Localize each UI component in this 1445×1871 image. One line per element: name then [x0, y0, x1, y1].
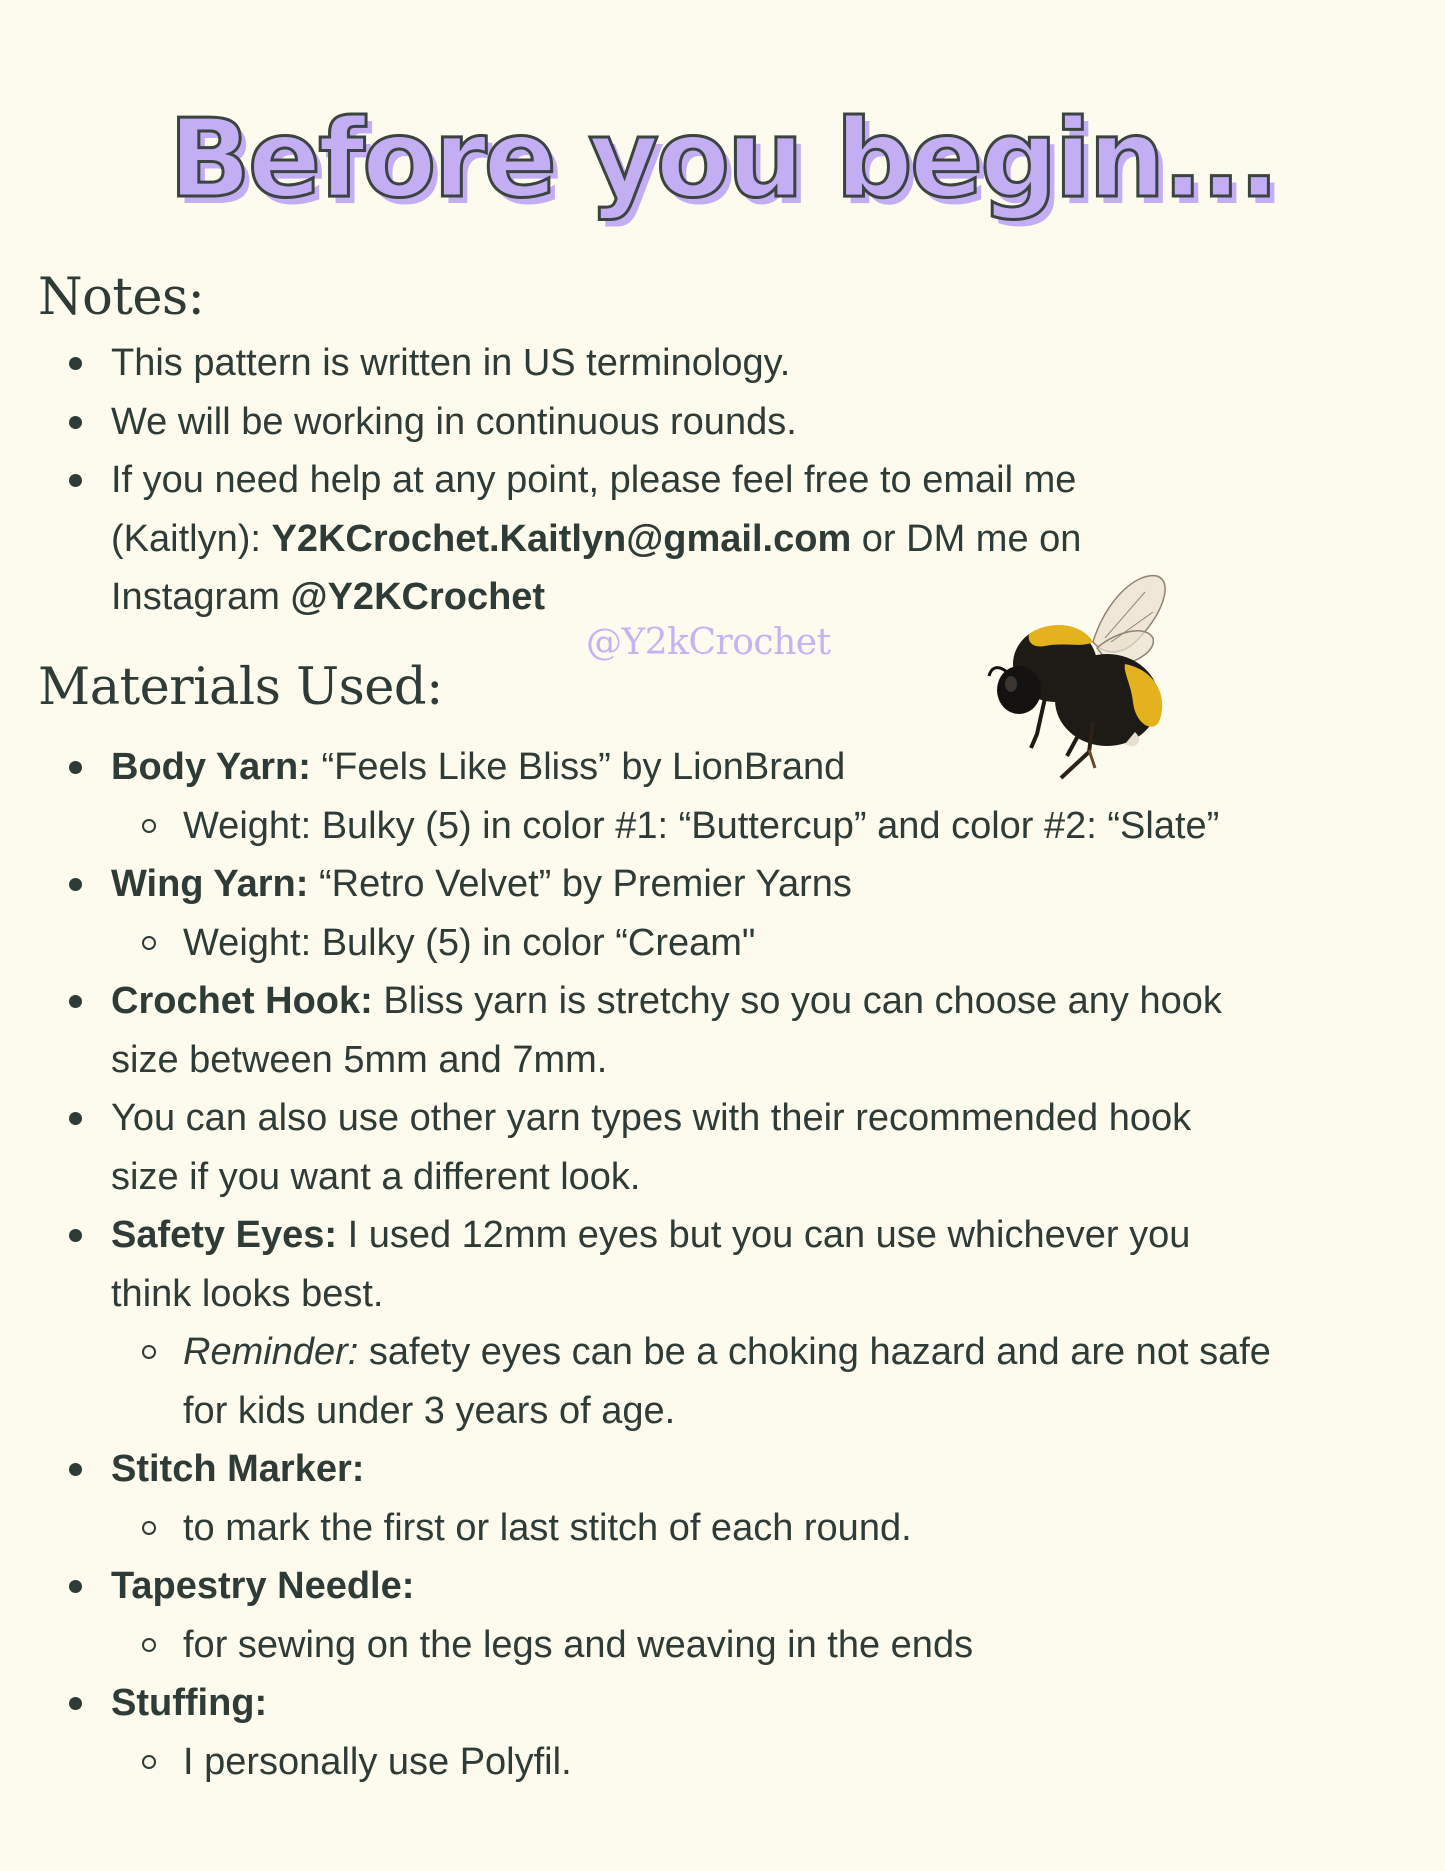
list-item-hook [0, 972, 1445, 1089]
sub-item [0, 914, 1445, 973]
needle-label: Tapestry Needle: [111, 1565, 415, 1607]
list-item-other-yarn [0, 1089, 1445, 1206]
reminder-text-2: for kids under 3 years of age. [183, 1389, 676, 1432]
help-prefix: (Kaitlyn): [111, 517, 272, 560]
list-item-eyes [0, 1206, 1445, 1323]
list-item-needle [0, 1557, 1445, 1616]
eyes-text: I used 12mm eyes but you can use whichever you [337, 1214, 1191, 1256]
reminder-text: safety eyes can be a choking hazard and are not safe [358, 1331, 1271, 1373]
note-text: We will be working in continuous rounds. [111, 400, 797, 443]
help-item [0, 451, 1445, 627]
body-yarn-text: “Feels Like Bliss” by LionBrand [310, 746, 846, 788]
sub-item [0, 1616, 1445, 1675]
wing-yarn-label: Wing Yarn: [111, 863, 309, 905]
note-text: This pattern is written in US terminology. [111, 342, 791, 384]
eyes-label: Safety Eyes: [111, 1214, 338, 1256]
body-yarn-label: Body Yarn: [111, 746, 311, 788]
stuffing-text: I personally use Polyfil. [183, 1740, 572, 1783]
list-item-body-yarn [0, 738, 1445, 797]
materials-heading: Materials Used: [38, 658, 443, 717]
sub-item [0, 1499, 1445, 1558]
instagram-handle[interactable]: @Y2KCrochet [290, 576, 546, 618]
hook-text-2: size between 5mm and 7mm. [111, 1038, 608, 1081]
body-yarn-weight: Weight: Bulky (5) in color #1: “Buttercup” and color #2: “Slate” [183, 804, 1220, 847]
reminder-label: Reminder: [183, 1331, 359, 1373]
hook-label: Crochet Hook: [111, 980, 373, 1022]
other-yarn-text: You can also use other yarn types with their recommended hook [111, 1097, 1192, 1139]
list-item-wing-yarn [0, 855, 1445, 914]
sub-item [0, 1733, 1445, 1792]
notes-list [0, 334, 1445, 627]
stuffing-label: Stuffing: [111, 1682, 268, 1724]
help-mid: or DM me on [851, 517, 1082, 560]
stitch-marker-label: Stitch Marker: [111, 1448, 365, 1490]
hook-text: Bliss yarn is stretchy so you can choose any hook [372, 980, 1222, 1022]
page-title: Before you begin... [168, 97, 1277, 222]
list-item-stuffing [0, 1674, 1445, 1733]
stitch-marker-text: to mark the first or last stitch of each round. [183, 1506, 912, 1549]
help-text: If you need help at any point, please feel free to email me [111, 459, 1077, 501]
materials-list [0, 738, 1445, 1791]
list-item [0, 393, 1445, 452]
email-link[interactable]: Y2KCrochet.Kaitlyn@gmail.com [271, 517, 852, 560]
other-yarn-text-2: size if you want a different look. [111, 1155, 641, 1198]
needle-text: for sewing on the legs and weaving in the ends [183, 1623, 974, 1666]
list-item-stitch-marker [0, 1440, 1445, 1499]
sub-item [0, 797, 1445, 856]
sub-item-reminder [0, 1323, 1445, 1440]
list-item [0, 334, 1445, 393]
instagram-prefix: Instagram [111, 576, 291, 618]
notes-heading: Notes: [38, 268, 205, 327]
wing-yarn-weight: Weight: Bulky (5) in color “Cream" [183, 921, 756, 964]
eyes-text-2: think looks best. [111, 1272, 384, 1315]
wing-yarn-text: “Retro Velvet” by Premier Yarns [308, 863, 852, 905]
watermark: @Y2kCrochet [586, 622, 831, 663]
